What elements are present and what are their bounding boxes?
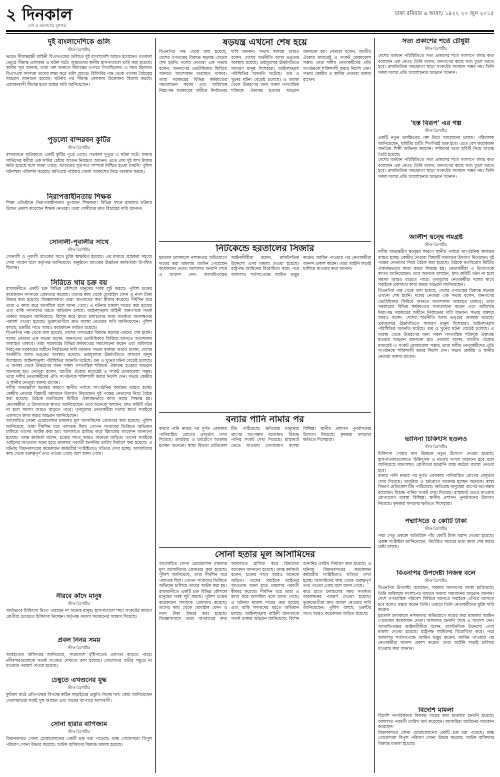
headline: বিএনপির উপদেষ্টা নিজস্ব বলে — [396, 570, 476, 577]
headline: পদ্মাসিতে ৫ কোটি টাকা — [405, 518, 467, 525]
article-a6 — [6, 593, 152, 635]
article-body: হরতাল চলাকালে নাশকতার অভিযোগে দায়ের করা মামলায় জামিন পেয়েছেন কয়েকজন নেতা। আদালত শুনানি শেষে এ আদেশ দেন। আসামিপক্ষের আইনজীবীরা বলেন, রাজনৈতিক উদ্দেশ্যে এসব মামলা দেওয়া হয়েছে। রাষ্ট্রপক্ষ জামিনের বিরোধিতা করে। পরে আদালত শর্তসাপেক্ষে জামিন মঞ্জুর করেন। জামিন পাওয়ার পর নেতাকর্মীরা আনন্দ প্রকাশ করেন। তারা আইনি লড়াই চালিয়ে যাওয়ার কথা জানান। — [159, 256, 371, 278]
byline: স্টাফ রিপোর্টার — [67, 685, 91, 691]
article-a4 — [6, 239, 152, 277]
column-divider — [374, 38, 375, 773]
newspaper-name: দিনকাল — [21, 5, 73, 24]
headline: বিদেশি মামলা — [418, 707, 454, 714]
headline: প্রবল নিনর সময় — [57, 637, 101, 644]
article-a15 — [159, 415, 371, 545]
byline: স্টাফ রিপোর্টার — [424, 242, 448, 248]
article-a3 — [6, 193, 152, 237]
page-number: ২ — [6, 5, 17, 24]
article-a2 — [6, 136, 152, 192]
article-body: একটি নতুন চলচ্চিত্রের গল্প নিয়ে আলোচনা চলছে। পরিচালক জানিয়েছেন, ছবিটির শুটিং শিগগিরই শুরু হবে। এতে বেশ কয়েকজন জনপ্রিয় শিল্পী অভিনয় করবেন। দর্শকদের মধ্যে ছবিটি নিয়ে আগ্রহ তৈরি হয়েছে। — [378, 136, 494, 158]
headline: 'হস্ত বিরূপ' এর গল্প — [410, 120, 462, 127]
headline: পুড়লো বান্দরবন কুটির — [47, 136, 111, 144]
article-body: বিএনপির উপদেষ্টা বলেছেন, সরকার জনগণের আস্থা হারিয়েছে। তিনি অবিলম্বে সংলাপের মাধ্যমে সমস্যা সমাধানের আহ্বান জানান। দেশে গণতান্ত্রিক পরিবেশ ফিরিয়ে আনতে সবাইকে এগিয়ে আসতে হবে বলেও মন্তব্য করেন তিনি। এছাড়া তিনি নেতাকর্মীদের মুক্তি দাবি করেন। — [378, 586, 494, 614]
headline: বন্যার পানি নামার পর — [225, 415, 305, 425]
article-body: অর্থাভাবে চিকিৎসা নিতে পারছেন না অনেক মানুষ। হাসপাতালে শয্যা সংকটের কারণে রোগীরা মেঝেতে চিকিৎসা নিচ্ছেন। কর্তৃপক্ষ সমস্যা সমাধানের আশ্বাস দিয়েছে। — [6, 609, 152, 620]
byline: স্টাফ রিপোর্টার — [424, 46, 448, 52]
article-a7 — [6, 637, 152, 675]
article-body: দেশের বর্তমান পরিস্থিতিতে সত্য প্রকাশের শর্তে সংলাপে বসার কথা বলেছেন এক নেতা। তিনি বলেন, জনগণের কাছে সত্য তুলে ধরতে হবে। রাজনৈতিক সমঝোতা ছাড়া সংকটের সমাধান সম্ভব নয়। তিনি সকল দলের প্রতি আলোচনার আহ্বান জানান। — [378, 54, 494, 76]
article-a20 — [378, 707, 494, 773]
headline: নিরাপত্তাহীনতায় শিক্ষক — [46, 193, 112, 201]
headline: নিটকেন্ডে হরতালের সিজার — [215, 244, 315, 254]
article-a11 — [378, 38, 494, 118]
article-body: শিক্ষা প্রতিষ্ঠানে নিরাপত্তাহীনতায় ভুগছেন শিক্ষকরা। বিভিন্ন স্থানে হামলার ঘটনায় উদ্বেগ প্রকাশ করেছেন শিক্ষক নেতারা। তারা দোষীদের দ্রুত বিচারের দাবি জানান। — [6, 201, 152, 212]
article-body-cont: রাজধানীতে একটি চক্র বিভিন্ন কৌশলে মানুষের সর্বস্ব লুট করছে। পুলিশ চক্রের কয়েকজন সদস্যকে গ্রেফতার করেছে। তাদের কাছ থেকে মোবাইল ফোন ও নগদ টাকা উদ্ধার করা হয়েছে। জিজ্ঞাসাবাদে তারা অপরাধের কথা স্বীকার করেছে। দীর্ঘদিন ধরে তারা এ কাজ করে আসছিল বলে জানা গেছে। এ ঘটনায় মামলা দায়ের করা হয়েছে এবং বাকি সদস্যদের ধরতে অভিযান চলছে। আইনশৃঙ্খলা বাহিনী জনগণকে সতর্ক থাকার আহ্বান জানিয়েছে। বিশেষ করে রাতে চলাচলের সময় সতর্কতা অবলম্বনের পরামর্শ দেওয়া হয়েছে। ভুক্তভোগীরা দ্রুত ব্যবস্থা নেওয়ার দাবি জানিয়েছেন। পুলিশ বলছে, চক্রটির সাথে আরও কয়েকজন জড়িত রয়েছে। — [159, 589, 371, 623]
headline: সোনা হতার মূল আসামিদের — [214, 550, 316, 560]
article-body-cont: বিএনপির পক্ষ থেকে বলা হয়েছে, দেশের গণতন্ত্রের বিরুদ্ধে ষড়যন্ত্র এখনো শেষ হয়নি। দলের নেতারা এক সভায় বলেন, জনগণের ভোটাধিকার ফিরিয়ে আনতে আন্দোলন অব্যাহত থাকবে। তারা সরকারের বিভিন্ন কর্মকাণ্ডের সমালোচনা করেন এবং অবিলম্বে নিরপেক্ষ সরকারের অধীনে নির্বাচনের দাবি জানান। সভায় বক্তারা আরও বলেন, দেশের অর্থনীতি আজ ভঙ্গুর অবস্থায় রয়েছে। দ্রব্যমূল্যের ঊর্ধ্বগতিতে সাধারণ মানুষ দিশেহারা। আইনশৃঙ্খলা পরিস্থিতির অবনতি ঘটেছে। গুম ও খুনের ঘটনা বেড়েই চলেছে। এ অবস্থা থেকে উত্তরণের জন্য সকল গণতান্ত্রিক শক্তিকে ঐক্যবদ্ধ হওয়ার আহ্বান জানানো হয়। নেতারা বলেন, জাতীয় ঐক্যের মাধ্যমেই এ সংকট মোকাবেলা সম্ভব। তারা দলীয় নেতাকর্মীদের প্রতি সংগঠনকে শক্তিশালী করার নির্দেশ দেন। সভায় কেন্দ্রীয় ও স্থানীয় নেতারা বক্তব্য রাখেন। — [6, 331, 152, 386]
article-body-cont: দলীয় অভ্যন্তরীণ দ্বন্দ্বের কারণে স্থানীয় পর্যায়ে সাংগঠনিক কার্যক্রম ব্যাহত হচ্ছে। কেন্দ্রীয় নেতারা বিষয়টি সমাধানে উদ্যোগ নিয়েছেন। দুই পক্ষের নেতাদের নিয়ে বৈঠক করা হয়েছে। বৈঠকে মতবিরোধ মিটিয়ে ঐক্যবদ্ধভাবে কাজ করার সিদ্ধান্ত হয়। নেতাকর্মীরা এ উদ্যোগকে স্বাগত জানিয়েছেন। তবে অনেকে বলছেন, দ্রুত কমিটি গঠন না হলে সমস্যা আরও বাড়তে পারে। তৃণমূলের নেতাকর্মীরা দলের স্বার্থে সবাইকে একসাথে কাজ করার আহ্বান জানিয়েছেন। — [6, 386, 152, 419]
byline: স্টাফ রিপোর্টার — [424, 578, 448, 584]
article-a8 — [6, 677, 152, 719]
article-body: রাজধানীতে একটি চক্র বিভিন্ন কৌশলে মানুষের সর্বস্ব লুট করছে। পুলিশ চক্রের কয়েকজন সদস্যকে গ্রেফতার করেছে। তাদের কাছ থেকে মোবাইল ফোন ও নগদ টাকা উদ্ধার করা হয়েছে। জিজ্ঞাসাবাদে তারা অপরাধের কথা স্বীকার করেছে। দীর্ঘদিন ধরে তারা এ কাজ করে আসছিল বলে জানা গেছে। এ ঘটনায় মামলা দায়ের করা হয়েছে এবং বাকি সদস্যদের ধরতে অভিযান চলছে। আইনশৃঙ্খলা বাহিনী জনগণকে সতর্ক থাকার আহ্বান জানিয়েছে। বিশেষ করে রাতে চলাচলের সময় সতর্কতা অবলম্বনের পরামর্শ দেওয়া হয়েছে। ভুক্তভোগীরা দ্রুত ব্যবস্থা নেওয়ার দাবি জানিয়েছেন। পুলিশ বলছে, চক্রটির সাথে আরও কয়েকজন জড়িত রয়েছে। — [6, 287, 152, 331]
article-body-cont: হরতাল চলাকালে নাশকতার অভিযোগে দায়ের করা মামলায় জামিন পেয়েছেন কয়েকজন নেতা। আদালত শুনানি শেষে এ আদেশ দেন। আসামিপক্ষের আইনজীবীরা বলেন, রাজনৈতিক উদ্দেশ্যে এসব মামলা দেওয়া হয়েছে। রাষ্ট্রপক্ষ জামিনের বিরোধিতা করে। পরে আদালত শর্তসাপেক্ষে জামিন মঞ্জুর করেন। জামিন পাওয়ার পর নেতাকর্মীরা আনন্দ প্রকাশ করেন। তারা আইনি লড়াই চালিয়ে যাওয়ার কথা জানান। — [378, 613, 494, 652]
issue-date: ঢাকা রবিবার ৬ আষাঢ় ১৪২২ ২০ জুন ২০১৫ — [394, 11, 494, 17]
article-body: দলীয় অভ্যন্তরীণ দ্বন্দ্বের কারণে স্থানীয় পর্যায়ে সাংগঠনিক কার্যক্রম ব্যাহত হচ্ছে। কেন্দ্রীয় নেতারা বিষয়টি সমাধানে উদ্যোগ নিয়েছেন। দুই পক্ষের নেতাদের নিয়ে বৈঠক করা হয়েছে। বৈঠকে মতবিরোধ মিটিয়ে ঐক্যবদ্ধভাবে কাজ করার সিদ্ধান্ত হয়। নেতাকর্মীরা এ উদ্যোগকে স্বাগত জানিয়েছেন। তবে অনেকে বলছেন, দ্রুত কমিটি গঠন না হলে সমস্যা আরও বাড়তে পারে। তৃণমূলের নেতাকর্মীরা দলের স্বার্থে সবাইকে একসাথে কাজ করার আহ্বান জানিয়েছেন। — [378, 250, 494, 289]
headline: সোনা হারার বাণিজ্যম — [50, 721, 108, 728]
article-body: বন্যার পানি নামার পর দুর্গত এলাকায় পানিবাহিত রোগের প্রাদুর্ভাব দেখা দিয়েছে। ডায়রিয়া ও চর্মরোগে আক্রান্ত হচ্ছেন অনেকে। স্বাস্থ্য বিভাগ মেডিকেল টিম পাঠিয়েছে। ক্ষতিগ্রস্ত মানুষেরা ত্রাণের অপেক্ষায় রয়েছেন। বিশুদ্ধ পানির সংকট দেখা দিয়েছে। রাস্তাঘাট ভেঙে যাওয়ায় যোগাযোগ ব্যবস্থা বিচ্ছিন্ন। স্থানীয় প্রশাসন পুনর্বাসনের উদ্যোগ নিয়েছে। কৃষকরা ফসলের ক্ষতিতে দিশেহারা। — [159, 427, 371, 449]
article-body: বান্দরবানে অগ্নিকাণ্ডে একটি কুটির পুড়ে গেছে। গতকাল দুপুরে এ ঘটনা ঘটে। ফায়ার সার্ভিসের কর্মীরা এক ঘণ্টার চেষ্টায় আগুন নিয়ন্ত্রণে আনেন। এতে প্রায় দুই লাখ টাকার ক্ষতি হয়েছে বলে জানা গেছে। আগুনের সূত্রপাত সম্পর্কে নিশ্চিত হওয়া যায়নি। পুলিশ ঘটনাস্থল পরিদর্শন করেছে। ক্ষতিগ্রস্ত পরিবার খোলা আকাশের নিচে অবস্থান করছে। — [6, 153, 152, 175]
article-body: আবহাওয়া অধিদপ্তর জানিয়েছে, সারাদেশে বৃষ্টিপাতের প্রবণতা বাড়তে পারে। নদীবন্দরগুলোকে সতর্ক সংকেত দেখাতে বলা হয়েছে। জেলেদের গভীর সমুদ্রে না যাওয়ার পরামর্শ দেওয়া হয়েছে। — [6, 653, 152, 670]
article-body: চিকিৎসা সেবার মান উন্নয়নে নতুন উদ্যোগ নেওয়া হয়েছে। হাসপাতালগুলোতে চিকিৎসক ও নার্সের সংখ্যা বাড়ানো হবে বলে জানিয়েছে মন্ত্রণালয়। রোগীদের হয়রানি বন্ধে কঠোর ব্যবস্থা নেওয়া হবে। — [378, 452, 494, 474]
column-divider — [155, 38, 156, 773]
byline: স্টাফ রিপোর্টার — [67, 729, 91, 735]
article-body-cont: আলোচিত সোনা চোরাচালান মামলার মূল আসামিদের গ্রেফতার করা হয়েছে। পুলিশ জানিয়েছে, তারা দীর্ঘদিন ধরে পলাতক ছিল। গোপন সংবাদের ভিত্তিতে অভিযান চালিয়ে তাদের আটক করা হয়। আদালতে হাজির করে রিমান্ডের আবেদন জানানো হয়েছে। তদন্ত কর্মকর্তা বলেন, চক্রের সাথে আরও অনেকে জড়িত। তাদের সবাইকে আইনের আওতায় আনা হবে। মামলার পরবর্তী শুনানির তারিখ নির্ধারণ করা হয়েছে। এ ঘটনায় বিমানবন্দরের কয়েকজন কর্মচারীর সংশ্লিষ্টতাও খতিয়ে দেখা হচ্ছে। আসামিদের কাছ থেকে গুরুত্বপূর্ণ তথ্য পাওয়া গেছে বলে জানা গেছে। — [6, 419, 152, 458]
article-a19 — [159, 550, 371, 773]
byline: স্টাফ রিপোর্টার — [67, 47, 91, 53]
article-a17 — [378, 518, 494, 568]
article-a13 — [378, 234, 494, 434]
byline: স্টাফ রিপোর্টার — [67, 145, 91, 151]
article-a16 — [378, 436, 494, 516]
article-body: ফুটবল মাঠে প্রতিপক্ষের বিপক্ষে কঠিন লড়াইয়ের প্রস্তুতি নিচ্ছে দল। কোচ জানিয়েছেন খেলোয়াড়রা সবাই সুস্থ আছেন এবং জয়ের ব্যাপারে আশাবাদী। — [6, 693, 152, 704]
byline: স্টাফ রিপোর্টার — [67, 645, 91, 651]
article-a10 — [159, 38, 371, 238]
article-body-cont: বন্যার পানি নামার পর দুর্গত এলাকায় পানিবাহিত রোগের প্রাদুর্ভাব দেখা দিয়েছে। ডায়রিয়া ও চর্মরোগে আক্রান্ত হচ্ছেন অনেকে। স্বাস্থ্য বিভাগ মেডিকেল টিম পাঠিয়েছে। ক্ষতিগ্রস্ত মানুষেরা ত্রাণের অপেক্ষায় রয়েছেন। বিশুদ্ধ পানির সংকট দেখা দিয়েছে। রাস্তাঘাট ভেঙে যাওয়ায় যোগাযোগ ব্যবস্থা বিচ্ছিন্ন। স্থানীয় প্রশাসন পুনর্বাসনের উদ্যোগ নিয়েছে। কৃষকরা ফসলের ক্ষতিতে দিশেহারা। — [378, 474, 494, 507]
headline: নীরবে কাঁদে মানুষ — [56, 593, 102, 600]
article-body-cont: বিমানবন্দরে সোনা চোরাচালানের একটি চক্র ধরা পড়েছে। শুল্ক গোয়েন্দারা বিপুল পরিমাণ সোনা উদ্ধার করেছে। আটক ব্যক্তিদের বিরুদ্ধে মামলা হয়েছে। — [378, 730, 494, 747]
headline: ষড়যন্ত্র এখনো শেষ হয়ে — [222, 38, 308, 48]
article-body: বিদেশি নাগরিকদের বিরুদ্ধে দায়ের করা মামলার শুনানি হয়েছে। আদালত পরবর্তী তারিখ ধার্য করেছেন। আসামিরা জামিনের আবেদন করেছেন। — [378, 714, 494, 731]
section-divider — [159, 412, 371, 413]
headline: চেম্বুতে এখণ্ডনের যুদ্ধ — [51, 677, 107, 684]
masthead-rule — [6, 30, 494, 32]
article-body: ভারত সীমান্তরক্ষী বাহিনী বিএসএফের গুলিতে দুই বাংলাদেশি আহত হয়েছেন। গতকাল ভোরে সীমান্ত এলাকায় এ ঘটনা ঘটে। আহতদের স্থানীয় হাসপাতালে ভর্তি করা হয়েছে। স্থানীয় সূত্র জানায়, তারা গরু আনতে সীমান্তের ওপারে গিয়েছিলেন। এ সময় টহলরত বিএসএফ সদস্যরা তাদের লক্ষ্য করে গুলি ছোড়ে। বিজিবির পক্ষ থেকে পতাকা বৈঠকের আহ্বান জানানো হয়েছে। ঘটনার পর সীমান্ত এলাকায় উত্তেজনা বিরাজ করছে। এলাকাবাসী সীমান্ত হত্যা বন্ধের দাবি জানিয়েছেন। — [6, 55, 152, 88]
article-a18 — [378, 570, 494, 705]
article-a5 — [6, 279, 152, 591]
article-body: পদ্মা সেতু প্রকল্পে অতিরিক্ত পাঁচ কোটি টাকা বরাদ্দ দেওয়া হয়েছে। প্রকল্প সংশ্লিষ্টরা জানিয়েছেন, নির্ধারিত সময়ের মধ্যে কাজ শেষ করার চেষ্টা চলছে। — [378, 534, 494, 551]
byline: স্টাফ রিপোর্টার — [67, 247, 91, 253]
headline: ভানিনা চিকিৎসি হওলও — [405, 436, 467, 443]
headline: আর্লীশ দ্বন্দ্বে গমগ্রষ্ট — [409, 234, 463, 241]
article-body: সোনালী ও পূবালী ব্যাংকের সাথে চুক্তি স্বাক্ষরিত হয়েছে। এর মাধ্যমে গ্রাহকরা সহজে সেবা পাবেন বলে কর্তৃপক্ষ জানিয়েছে। অনুষ্ঠানে ব্যাংকের ঊর্ধ্বতন কর্মকর্তারা উপস্থিত ছিলেন। — [6, 255, 152, 272]
headline: দুই বাংলাদেশিকে গুলি — [47, 38, 111, 46]
article-body: আলোচিত সোনা চোরাচালান মামলার মূল আসামিদের গ্রেফতার করা হয়েছে। পুলিশ জানিয়েছে, তারা দীর্ঘদিন ধরে পলাতক ছিল। গোপন সংবাদের ভিত্তিতে অভিযান চালিয়ে তাদের আটক করা হয়। আদালতে হাজির করে রিমান্ডের আবেদন জানানো হয়েছে। তদন্ত কর্মকর্তা বলেন, চক্রের সাথে আরও অনেকে জড়িত। তাদের সবাইকে আইনের আওতায় আনা হবে। মামলার পরবর্তী শুনানির তারিখ নির্ধারণ করা হয়েছে। এ ঘটনায় বিমানবন্দরের কয়েকজন কর্মচারীর সংশ্লিষ্টতাও খতিয়ে দেখা হচ্ছে। আসামিদের কাছ থেকে গুরুত্বপূর্ণ তথ্য পাওয়া গেছে বলে জানা গেছে। — [159, 562, 371, 590]
article-a12 — [378, 120, 494, 232]
article-body: বিএনপির পক্ষ থেকে বলা হয়েছে, দেশের গণতন্ত্রের বিরুদ্ধে ষড়যন্ত্র এখনো শেষ হয়নি। দলের নেতারা এক সভায় বলেন, জনগণের ভোটাধিকার ফিরিয়ে আনতে আন্দোলন অব্যাহত থাকবে। তারা সরকারের বিভিন্ন কর্মকাণ্ডের সমালোচনা করেন এবং অবিলম্বে নিরপেক্ষ সরকারের অধীনে নির্বাচনের দাবি জানান। সভায় বক্তারা আরও বলেন, দেশের অর্থনীতি আজ ভঙ্গুর অবস্থায় রয়েছে। দ্রব্যমূল্যের ঊর্ধ্বগতিতে সাধারণ মানুষ দিশেহারা। আইনশৃঙ্খলা পরিস্থিতির অবনতি ঘটেছে। গুম ও খুনের ঘটনা বেড়েই চলেছে। এ অবস্থা থেকে উত্তরণের জন্য সকল গণতান্ত্রিক শক্তিকে ঐক্যবদ্ধ হওয়ার আহ্বান জানানো হয়। নেতারা বলেন, জাতীয় ঐক্যের মাধ্যমেই এ সংকট মোকাবেলা সম্ভব। তারা দলীয় নেতাকর্মীদের প্রতি সংগঠনকে শক্তিশালী করার নির্দেশ দেন। সভায় কেন্দ্রীয় ও স্থানীয় নেতারা বক্তব্য রাখেন। — [159, 50, 371, 94]
article-a14 — [159, 244, 371, 410]
byline: স্টাফ রিপোর্টার — [424, 526, 448, 532]
article-a9 — [6, 721, 152, 773]
article-a1 — [6, 38, 152, 134]
article-body-cont: দেশের বর্তমান পরিস্থিতিতে সত্য প্রকাশের শর্তে সংলাপে বসার কথা বলেছেন এক নেতা। তিনি বলেন, জনগণের কাছে সত্য তুলে ধরতে হবে। রাজনৈতিক সমঝোতা ছাড়া সংকটের সমাধান সম্ভব নয়। তিনি সকল দলের প্রতি আলোচনার আহ্বান জানান। — [378, 158, 494, 180]
newspaper-tagline: দেশ ও জনগণের মুখপত্র — [28, 23, 67, 28]
headline: সোনালী-পূবালীর সাথে — [49, 239, 109, 246]
byline: স্টাফ রিপোর্টার — [424, 128, 448, 134]
masthead — [6, 4, 494, 30]
section-divider — [159, 241, 371, 242]
article-body: বিমানবন্দরে সোনা চোরাচালানের একটি চক্র ধরা পড়েছে। শুল্ক গোয়েন্দারা বিপুল পরিমাণ সোনা উদ্ধার করেছে। আটক ব্যক্তিদের বিরুদ্ধে মামলা হয়েছে। — [6, 737, 152, 748]
headline: সিরিতে খায় চক্র বয় — [50, 279, 108, 287]
article-body-cont: বিএনপির পক্ষ থেকে বলা হয়েছে, দেশের গণতন্ত্রের বিরুদ্ধে ষড়যন্ত্র এখনো শেষ হয়নি। দলের নেতারা এক সভায় বলেন, জনগণের ভোটাধিকার ফিরিয়ে আনতে আন্দোলন অব্যাহত থাকবে। তারা সরকারের বিভিন্ন কর্মকাণ্ডের সমালোচনা করেন এবং অবিলম্বে নিরপেক্ষ সরকারের অধীনে নির্বাচনের দাবি জানান। সভায় বক্তারা আরও বলেন, দেশের অর্থনীতি আজ ভঙ্গুর অবস্থায় রয়েছে। দ্রব্যমূল্যের ঊর্ধ্বগতিতে সাধারণ মানুষ দিশেহারা। আইনশৃঙ্খলা পরিস্থিতির অবনতি ঘটেছে। গুম ও খুনের ঘটনা বেড়েই চলেছে। এ অবস্থা থেকে উত্তরণের জন্য সকল গণতান্ত্রিক শক্তিকে ঐক্যবদ্ধ হওয়ার আহ্বান জানানো হয়। নেতারা বলেন, জাতীয় ঐক্যের মাধ্যমেই এ সংকট মোকাবেলা সম্ভব। তারা দলীয় নেতাকর্মীদের প্রতি সংগঠনকে শক্তিশালী করার নির্দেশ দেন। সভায় কেন্দ্রীয় ও স্থানীয় নেতারা বক্তব্য রাখেন। — [378, 288, 494, 360]
section-divider — [159, 547, 371, 548]
masthead-rule-thin — [6, 33, 494, 34]
byline: স্টাফ রিপোর্টার — [424, 444, 448, 450]
byline: স্টাফ রিপোর্টার — [67, 601, 91, 607]
headline: সত্য প্রকাশের শর্তে চৌধুরী — [402, 38, 470, 45]
